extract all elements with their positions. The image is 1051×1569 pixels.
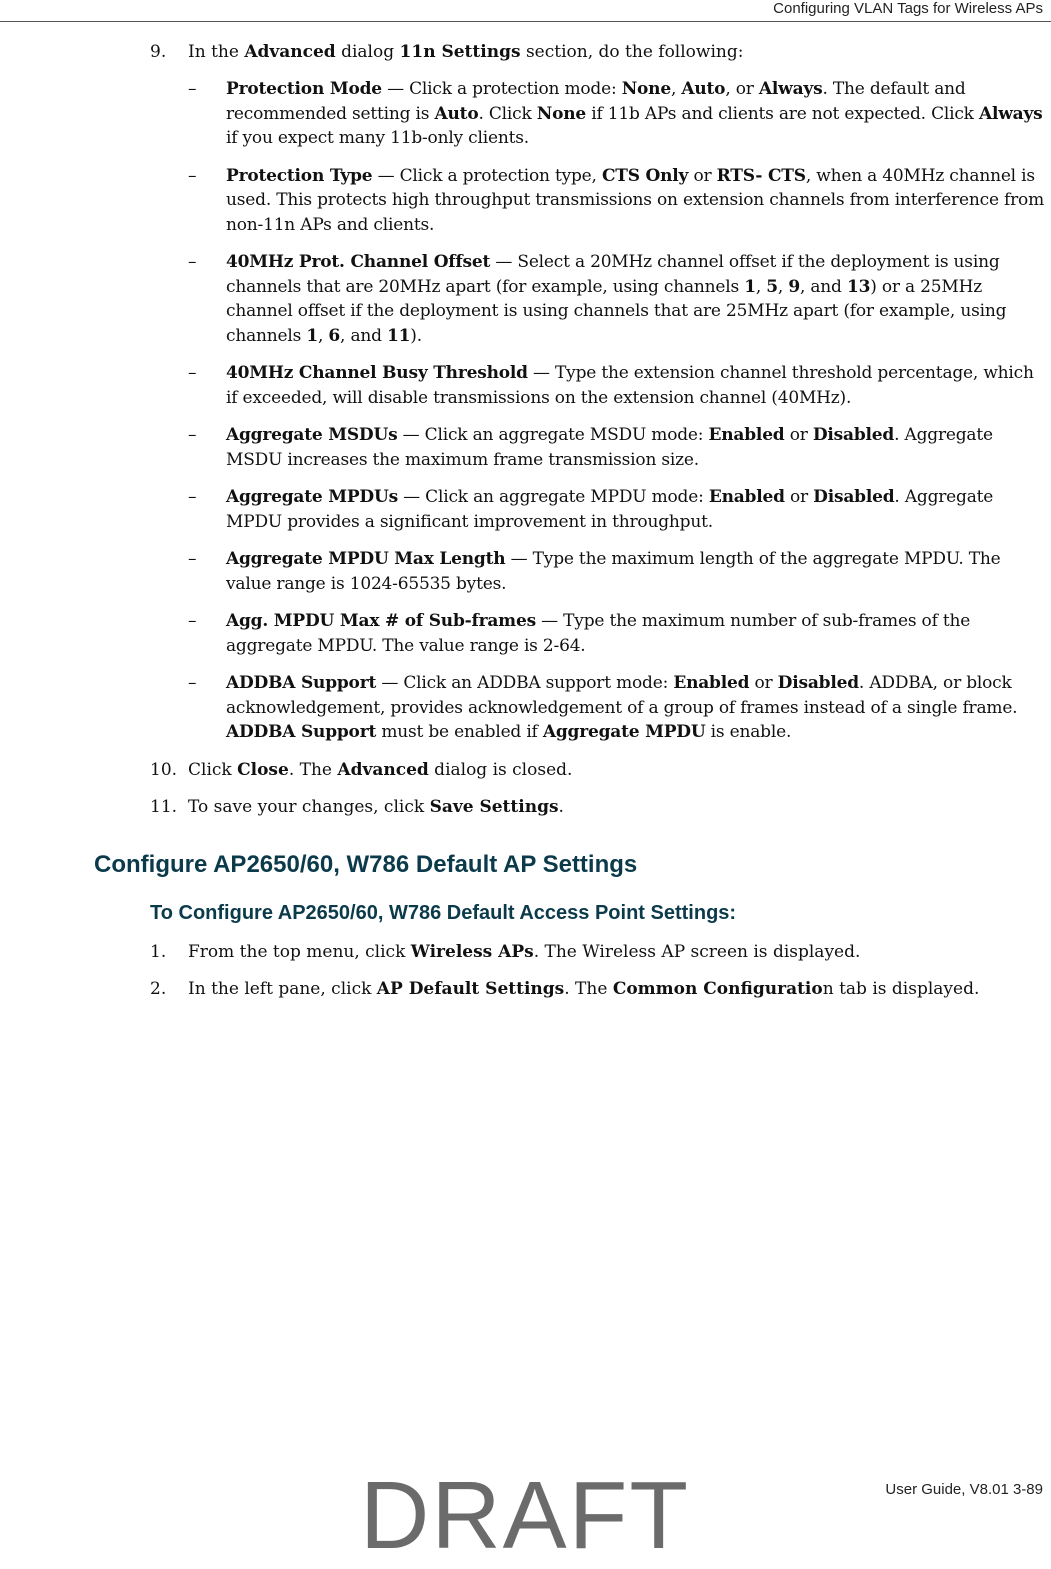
step-10 xyxy=(150,758,1045,783)
text-run: or xyxy=(688,165,717,186)
dash-marker: – xyxy=(188,252,197,272)
list-item xyxy=(188,547,1046,596)
bold-term: Enabled xyxy=(708,425,785,445)
step-text xyxy=(188,977,1045,1002)
text-run: — Click an aggregate MPDU mode: xyxy=(397,487,709,507)
text-run: dialog is closed. xyxy=(428,759,573,780)
step-number: 1. xyxy=(150,941,167,962)
text-run: if you expect many 11b-only clients. xyxy=(226,128,529,148)
procedure-step-1 xyxy=(150,940,1045,965)
page-footer: User Guide, V8.01 3-89 xyxy=(885,1481,1043,1498)
bold-term: Advanced xyxy=(337,759,429,780)
bold-term: Advanced xyxy=(244,42,336,62)
bold-term: 6 xyxy=(328,325,341,346)
text-run: ) or a 25MHz channel offset if the deployment is using channels that are 25MHz apart (for example, using channels xyxy=(226,276,1007,346)
step-11 xyxy=(150,795,1045,820)
list-item-text xyxy=(226,361,1046,410)
list-item-text xyxy=(226,250,1046,348)
dash-marker: – xyxy=(188,79,197,99)
list-item-text xyxy=(226,77,1046,151)
bold-term: 11 xyxy=(387,325,411,346)
text-run: or xyxy=(784,425,813,445)
step-number: 10. xyxy=(150,759,178,780)
bold-term: 5 xyxy=(766,276,778,297)
dash-marker: – xyxy=(188,673,197,693)
text-run: , or xyxy=(725,79,759,99)
dash-marker: – xyxy=(188,425,197,445)
text-run: — Click an aggregate MSDU mode: xyxy=(397,425,709,445)
text-run: To save your changes, click xyxy=(188,796,430,817)
text-run: , when a 40MHz channel is used. This protects high throughput transmissions on extension channels from interference from non-11n APs and clients. xyxy=(226,165,1045,235)
text-run: . xyxy=(558,796,564,817)
text-run: , xyxy=(317,325,329,346)
list-item-text xyxy=(226,547,1046,596)
text-run: section, do the following: xyxy=(520,42,744,62)
text-run: , xyxy=(670,79,682,99)
text-run: or xyxy=(749,673,778,693)
text-run: or xyxy=(784,487,814,507)
step-text xyxy=(188,758,1045,783)
section-heading: Configure AP2650/60, W786 Default AP Settings xyxy=(94,850,638,878)
bold-term: Enabled xyxy=(708,487,785,507)
bold-term: Aggregate MPDU xyxy=(542,722,706,742)
text-run: . The xyxy=(564,978,613,999)
list-item-text xyxy=(226,423,1046,472)
step-number: 2. xyxy=(150,978,167,999)
step-number: 9. xyxy=(150,42,167,62)
list-item xyxy=(188,164,1046,238)
bold-term: Enabled xyxy=(673,673,750,693)
bold-term: Aggregate MSDUs xyxy=(226,425,398,445)
text-run: n tab is displayed. xyxy=(822,978,980,999)
text-run: — Type the maximum number of sub-frames of the aggregate MPDU. The value range is 2-64. xyxy=(226,611,971,656)
list-item xyxy=(188,671,1046,745)
bold-term: Aggregate MPDUs xyxy=(226,487,398,507)
text-run: — Type the extension channel threshold percentage, which if exceeded, will disable transmissions on the extension channel (40MHz). xyxy=(226,363,1034,408)
text-run: . Aggregate MPDU provides a significant improvement in throughput. xyxy=(226,487,994,532)
text-run: , xyxy=(777,276,789,297)
text-run: — Click a protection mode: xyxy=(381,79,622,99)
step-number: 11. xyxy=(150,796,178,817)
bold-term: 1 xyxy=(744,276,756,297)
text-run: . The xyxy=(288,759,338,780)
header-rule xyxy=(0,21,1051,22)
list-item xyxy=(188,250,1046,348)
bold-term: 40MHz Prot. Channel Offset xyxy=(226,252,491,272)
text-run: . The Wireless AP screen is displayed. xyxy=(533,941,861,962)
text-run: From the top menu, click xyxy=(188,941,411,962)
procedure-step-2 xyxy=(150,977,1045,1002)
text-run: , xyxy=(755,276,767,297)
document-body xyxy=(0,40,1051,1014)
step-9 xyxy=(150,40,1045,65)
bold-term: None xyxy=(536,103,587,124)
bold-term: CTS Only xyxy=(601,165,689,186)
bold-term: ADDBA Support xyxy=(226,722,377,742)
text-run: . Click xyxy=(478,103,537,124)
text-run: — Click a protection type, xyxy=(372,165,602,186)
bold-term: None xyxy=(621,79,671,99)
dash-marker: – xyxy=(188,363,197,383)
bold-term: RTS- CTS xyxy=(716,165,806,186)
bold-term: Common Configuratio xyxy=(612,978,823,999)
text-run: In the xyxy=(188,42,245,62)
bold-term: Always xyxy=(978,103,1043,124)
list-item-text xyxy=(226,485,1046,534)
text-run: ). xyxy=(410,325,422,346)
bold-term: AP Default Settings xyxy=(376,978,565,999)
list-item xyxy=(188,77,1046,151)
bold-term: 40MHz Channel Busy Threshold xyxy=(226,363,528,383)
bold-term: 11n Settings xyxy=(399,42,521,62)
running-header: Configuring VLAN Tags for Wireless APs xyxy=(773,0,1043,17)
text-run: is enable. xyxy=(705,722,792,742)
dash-marker: – xyxy=(188,611,197,631)
dash-marker: – xyxy=(188,549,197,569)
text-run: In the left pane, click xyxy=(188,978,377,999)
bold-term: Save Settings xyxy=(429,796,559,817)
draft-watermark: DRAFT xyxy=(360,1462,690,1569)
list-item-text xyxy=(226,671,1046,745)
text-run: , and xyxy=(799,276,847,297)
bold-term: Aggregate MPDU Max Length xyxy=(226,549,506,569)
list-item-text xyxy=(226,164,1046,238)
step-text xyxy=(188,40,1045,65)
bold-term: Disabled xyxy=(777,673,859,693)
bold-term: Agg. MPDU Max # of Sub-frames xyxy=(226,611,536,631)
list-item-text xyxy=(226,609,1046,658)
step-text xyxy=(188,940,1045,965)
advanced-settings-list xyxy=(0,77,1051,745)
bold-term: ADDBA Support xyxy=(226,673,377,693)
bold-term: 13 xyxy=(846,276,871,297)
bold-term: Wireless APs xyxy=(410,941,534,962)
text-run: . The default and recommended setting is xyxy=(226,79,966,124)
bold-term: Disabled xyxy=(813,487,895,507)
text-run: — Click an ADDBA support mode: xyxy=(376,673,674,693)
text-run: dialog xyxy=(335,42,400,62)
bold-term: Auto xyxy=(434,103,479,124)
text-run: , and xyxy=(340,325,388,346)
bold-term: Protection Mode xyxy=(226,79,382,99)
bold-term: 1 xyxy=(306,325,318,346)
text-run: if 11b APs and clients are not expected. Click xyxy=(586,103,979,124)
dash-marker: – xyxy=(188,487,197,507)
bold-term: 9 xyxy=(788,276,800,297)
text-run: . ADDBA, or block acknowledgement, provides acknowledgement of a group of frames instead of a single frame. xyxy=(226,673,1018,718)
bold-term: Protection Type xyxy=(226,165,373,186)
step-text xyxy=(188,795,1045,820)
list-item xyxy=(188,609,1046,658)
list-item xyxy=(188,423,1046,472)
text-run: — Type the maximum length of the aggregate MPDU. The value range is 1024-65535 bytes. xyxy=(226,549,1001,594)
list-item xyxy=(188,361,1046,410)
bold-term: Auto xyxy=(681,79,726,99)
procedure-heading: To Configure AP2650/60, W786 Default Access Point Settings: xyxy=(150,901,737,924)
bold-term: Close xyxy=(237,759,289,780)
text-run: must be enabled if xyxy=(376,722,543,742)
bold-term: Disabled xyxy=(812,425,895,445)
text-run: Click xyxy=(188,759,238,780)
bold-term: Always xyxy=(758,79,823,99)
text-run: — Select a 20MHz channel offset if the deployment is using channels that are 20MHz apart (for example, using channels xyxy=(226,252,1000,297)
list-item xyxy=(188,485,1046,534)
dash-marker: – xyxy=(188,165,197,186)
text-run: . Aggregate MSDU increases the maximum frame transmission size. xyxy=(226,425,993,470)
